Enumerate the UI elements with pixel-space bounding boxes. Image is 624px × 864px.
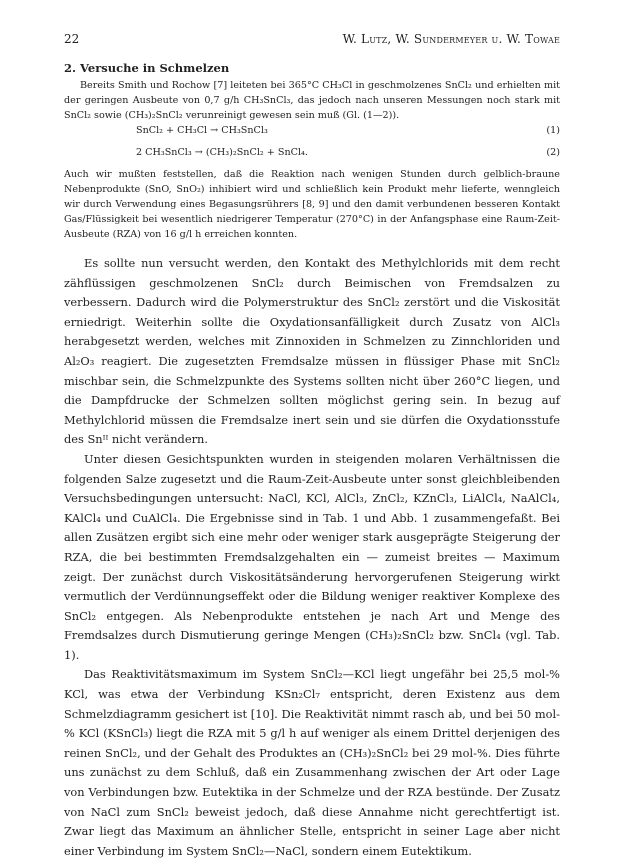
intro-paragraph [64, 78, 560, 123]
equation-2 [136, 147, 560, 161]
body-text [64, 254, 560, 861]
body-paragraph-3: Das Reaktivitätsmaximum im System SnCl₂—KCl liegt ungefähr bei 25,5 mol-% KCl, was etwa der Verbindung KSn₂Cl₇ entspricht, deren Existenz aus dem Schmelzdiagramm gesichert ist [10]. Die Reaktivität nimmt rasch ab, und bei 50 mol-% KCl (KSnCl₃) liegt die RZA mit 5 g/l h auf weniger als einem Drittel derjenigen des reinen SnCl₂, und der Gehalt des Produktes an (CH₃)₂SnCl₂ bei 29 mol-%. Dies führte uns zunächst zu dem Schluß, daß ein Zusammenhang zwischen der Art oder Lage von Verbindungen bzw. Eutektika in der Schmelze und der RZA bestünde. Der Zusatz von NaCl zum SnCl₂ beweist jedoch, daß diese Annahme nicht gerechtfertigt ist. Zwar liegt das Maximum an ähnlicher Stelle, entspricht in seiner Lage aber nicht einer Verbindung im System SnCl₂—NaCl, sondern einem Eutektikum. [64, 667, 560, 858]
running-header [64, 32, 560, 48]
note-paragraph [64, 167, 560, 242]
equation-2-formula: 2 CH₃SnCl₃ → (CH₃)₂SnCl₂ + SnCl₄. [136, 147, 308, 158]
intro-text: Bereits Smith und Rochow [7] leiteten bei 365°C CH₃Cl in geschmolzenes SnCl₂ und erhielten mit der geringen Ausbeute von 0,7 g/h CH₃SnCl₃, das jedoch nach unseren Messungen noch stark mit SnCl₂ sowie (CH₃)₂SnCl₂ verunreinigt gewesen sein muß (Gl. (1—2)). [64, 80, 560, 121]
header-authors: W. Lutz, W. Sundermeyer u. W. Towae [342, 32, 560, 46]
equation-1 [136, 125, 560, 139]
equation-1-number: (1) [546, 125, 560, 136]
section-title: 2. Versuche in Schmelzen [64, 61, 230, 75]
equation-2-number: (2) [546, 147, 560, 158]
body-paragraph-2: Unter diesen Gesichtspunkten wurden in steigenden molaren Verhältnissen die folgenden Salze zugesetzt und die Raum-Zeit-Ausbeute unter sonst gleichbleibenden Versuchsbedingungen untersucht: NaCl, KCl, AlCl₃, ZnCl₂, KZnCl₃, LiAlCl₄, NaAlCl₄, KAlCl₄ und CuAlCl₄. Die Ergebnisse sind in Tab. 1 und Abb. 1 zusammengefaßt. Bei allen Zusätzen ergibt sich eine mehr oder weniger stark ausgeprägte Steigerung der RZA, die bei bestimmten Fremdsalzgehalten ein — zumeist breites — Maximum zeigt. Der zunächst durch Viskositätsänderung hervorgerufenen Steigerung wirkt vermutlich der Verdünnungseffekt oder die Bildung weniger reaktiver Komplexe des SnCl₂ entgegen. Als Nebenprodukte entstehen je nach Art und Menge des Fremdsalzes durch Dismutierung geringe Mengen (CH₃)₂SnCl₂ bzw. SnCl₄ (vgl. Tab. 1). [64, 451, 560, 662]
equation-1-formula: SnCl₂ + CH₃Cl → CH₃SnCl₃ [136, 125, 268, 136]
page-number: 22 [64, 32, 80, 46]
note-text: Auch wir mußten feststellen, daß die Reaktion nach wenigen Stunden durch gelblich-braune Nebenprodukte (SnO, SnO₂) inhibiert wird und schließlich kein Produkt mehr lieferte, wenngleich wir durch Verwendung eines Begasungsrührers [8, 9] und den damit verbundenen besseren Kontakt Gas/Flüssigkeit bei wesentlich niedrigerer Temperatur (270°C) in der Anfangsphase eine Raum-Zeit-Ausbeute (RZA) von 16 g/l h erreichen konnten. [64, 169, 560, 240]
body-paragraph-1: Es sollte nun versucht werden, den Kontakt des Methylchlorids mit dem recht zähflüssigen geschmolzenen SnCl₂ durch Beimischen von Fremdsalzen zu verbessern. Dadurch wird die Polymerstruktur des SnCl₂ zerstört und die Viskosität erniedrigt. Weiterhin sollte die Oxydationsanfälligkeit durch Zusatz von AlCl₃ herabgesetzt werden, welches mit Zinnoxiden in Schmelzen zu Zinnchloriden und Al₂O₃ reagiert. Die zugesetzten Fremdsalze müssen in flüssiger Phase mit SnCl₂ mischbar sein, die Schmelzpunkte des Systems sollten nicht über 260°C liegen, und die Dampfdrucke der Schmelzen sollten möglichst gering sein. In bezug auf Methylchlorid müssen die Fremdsalze inert sein und sie dürfen die Oxydationsstufe des Snᴵᴵ nicht verändern. [64, 256, 560, 447]
